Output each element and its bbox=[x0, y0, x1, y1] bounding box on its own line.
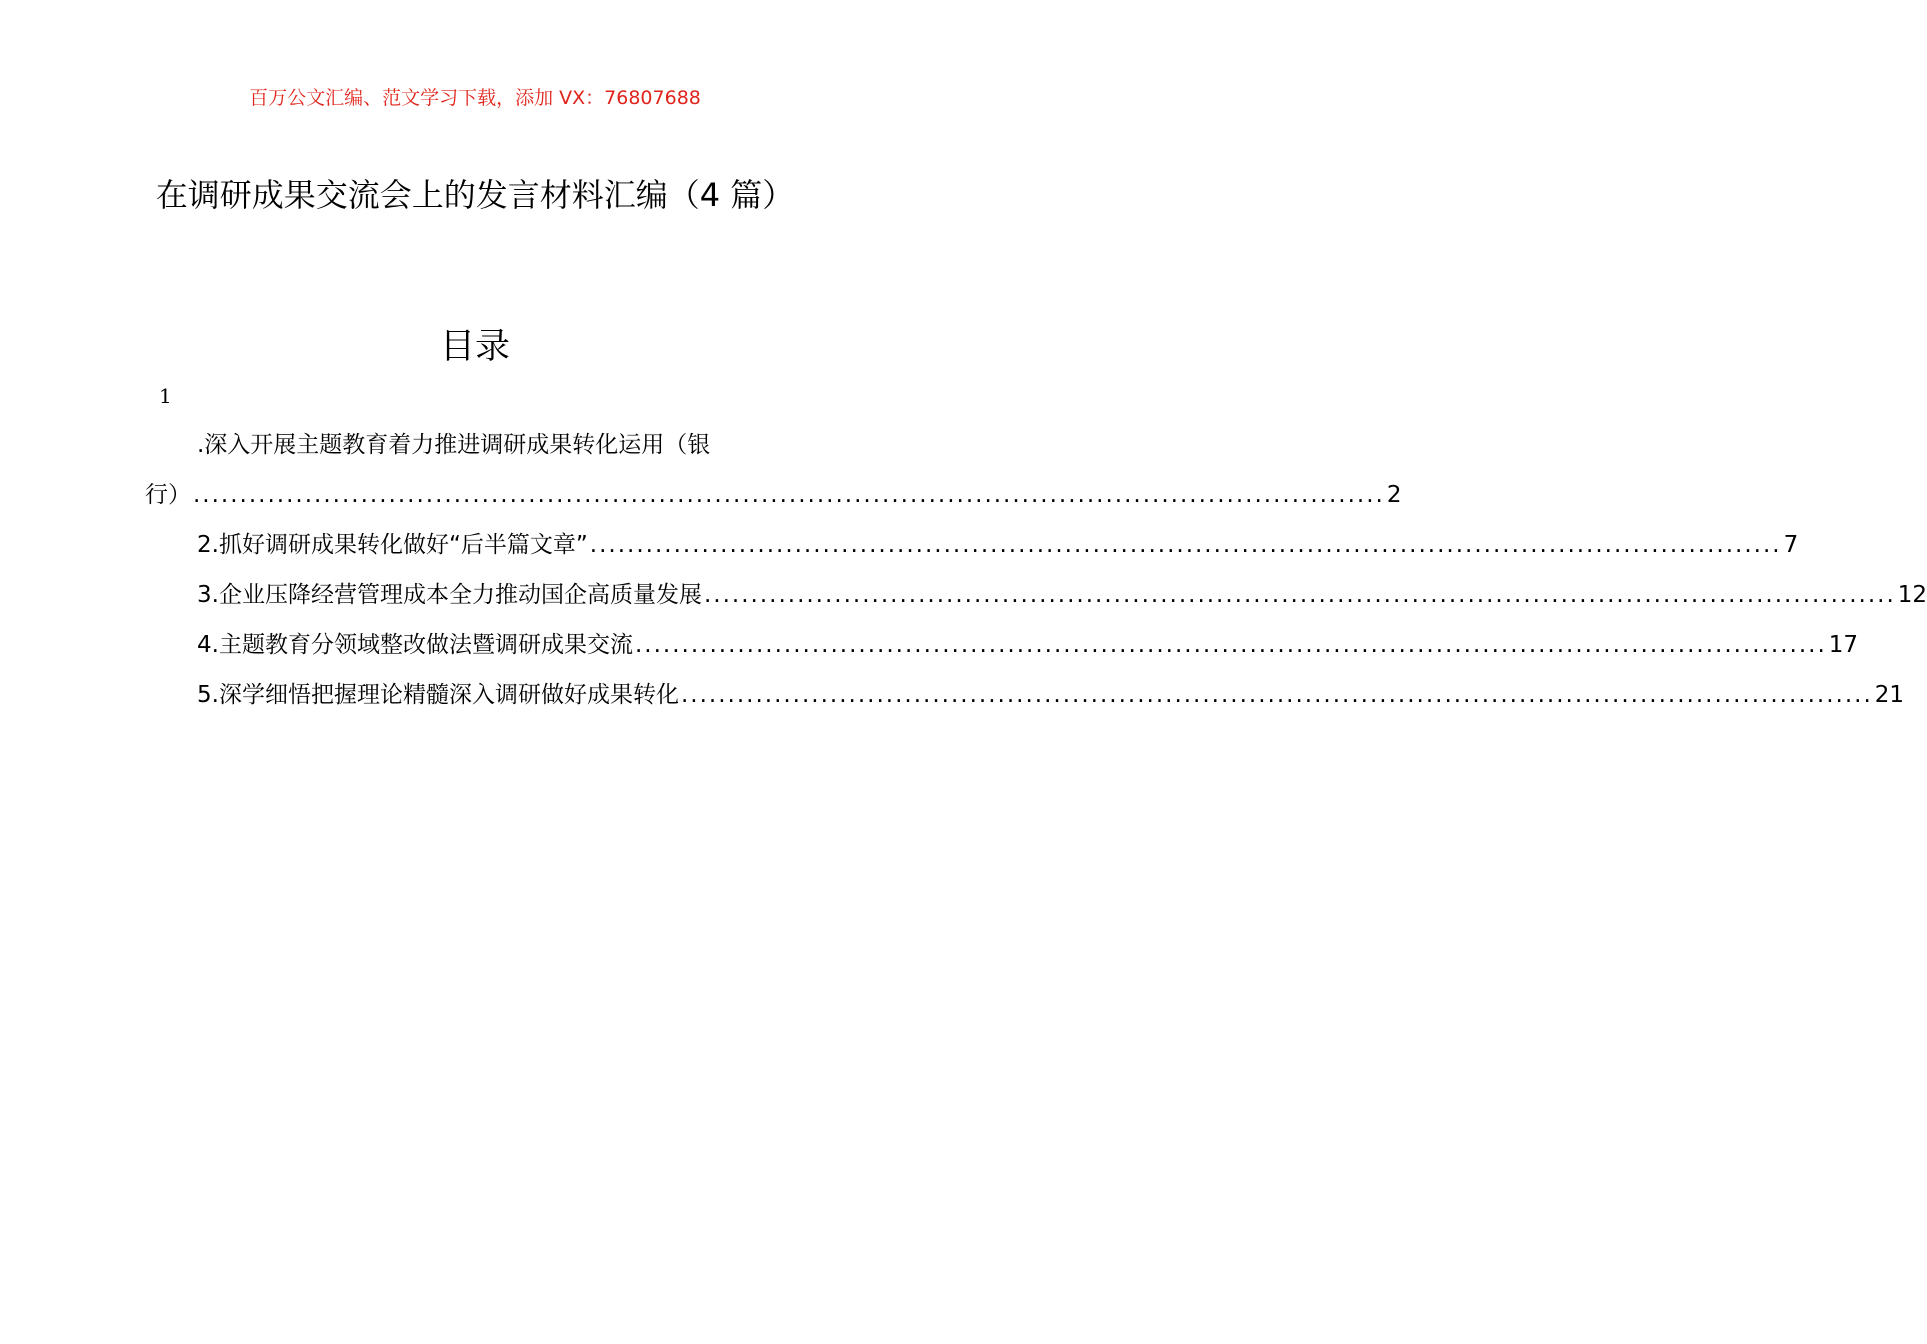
toc-entry-3-page: 12 bbox=[1897, 582, 1927, 608]
header-promo-note: 百万公文汇编、范文学习下载，添加 VX：76807688 bbox=[249, 87, 701, 109]
toc-entry-1-line-2[interactable] bbox=[145, 470, 1402, 520]
toc-entry-5[interactable] bbox=[145, 670, 1905, 720]
toc-entry-4[interactable] bbox=[145, 620, 1859, 670]
toc-leader-dots: ................................................................................................................................ bbox=[589, 532, 1782, 558]
toc-leader-dots: ................................................................................................................................ bbox=[703, 582, 1896, 608]
toc-entry-4-page: 17 bbox=[1828, 632, 1859, 658]
toc-entry-3-title: 3.企业压降经营管理成本全力推动国企高质量发展 bbox=[197, 582, 702, 608]
table-of-contents bbox=[145, 420, 1927, 720]
toc-entry-4-title: 4.主题教育分领域整改做法暨调研成果交流 bbox=[197, 632, 633, 658]
toc-entry-1-line-1[interactable] bbox=[145, 420, 805, 470]
document-title: 在调研成果交流会上的发言材料汇编（4 篇） bbox=[155, 176, 795, 214]
toc-entry-3[interactable] bbox=[145, 570, 1927, 620]
toc-entry-2-page: 7 bbox=[1783, 532, 1799, 558]
toc-leader-dots: ................................................................................................................................ bbox=[193, 482, 1385, 508]
toc-entry-1-title-line-1: .深入开展主题教育着力推进调研成果转化运用（银 bbox=[197, 432, 711, 458]
toc-entry-1-title-line-2: 行） bbox=[145, 482, 191, 508]
toc-entry-5-page: 21 bbox=[1874, 682, 1905, 708]
toc-heading: 目录 bbox=[439, 327, 510, 367]
toc-leader-dots: ................................................................................................................................ bbox=[634, 632, 1827, 658]
toc-entry-5-title: 5.深学细悟把握理论精髓深入调研做好成果转化 bbox=[197, 682, 679, 708]
toc-leader-dots: ................................................................................................................................ bbox=[680, 682, 1873, 708]
toc-entry-2-title: 2.抓好调研成果转化做好“后半篇文章” bbox=[197, 532, 588, 558]
toc-stray-number: 1 bbox=[159, 384, 172, 408]
toc-entry-1-page: 2 bbox=[1386, 482, 1402, 508]
toc-entry-2[interactable] bbox=[145, 520, 1799, 570]
